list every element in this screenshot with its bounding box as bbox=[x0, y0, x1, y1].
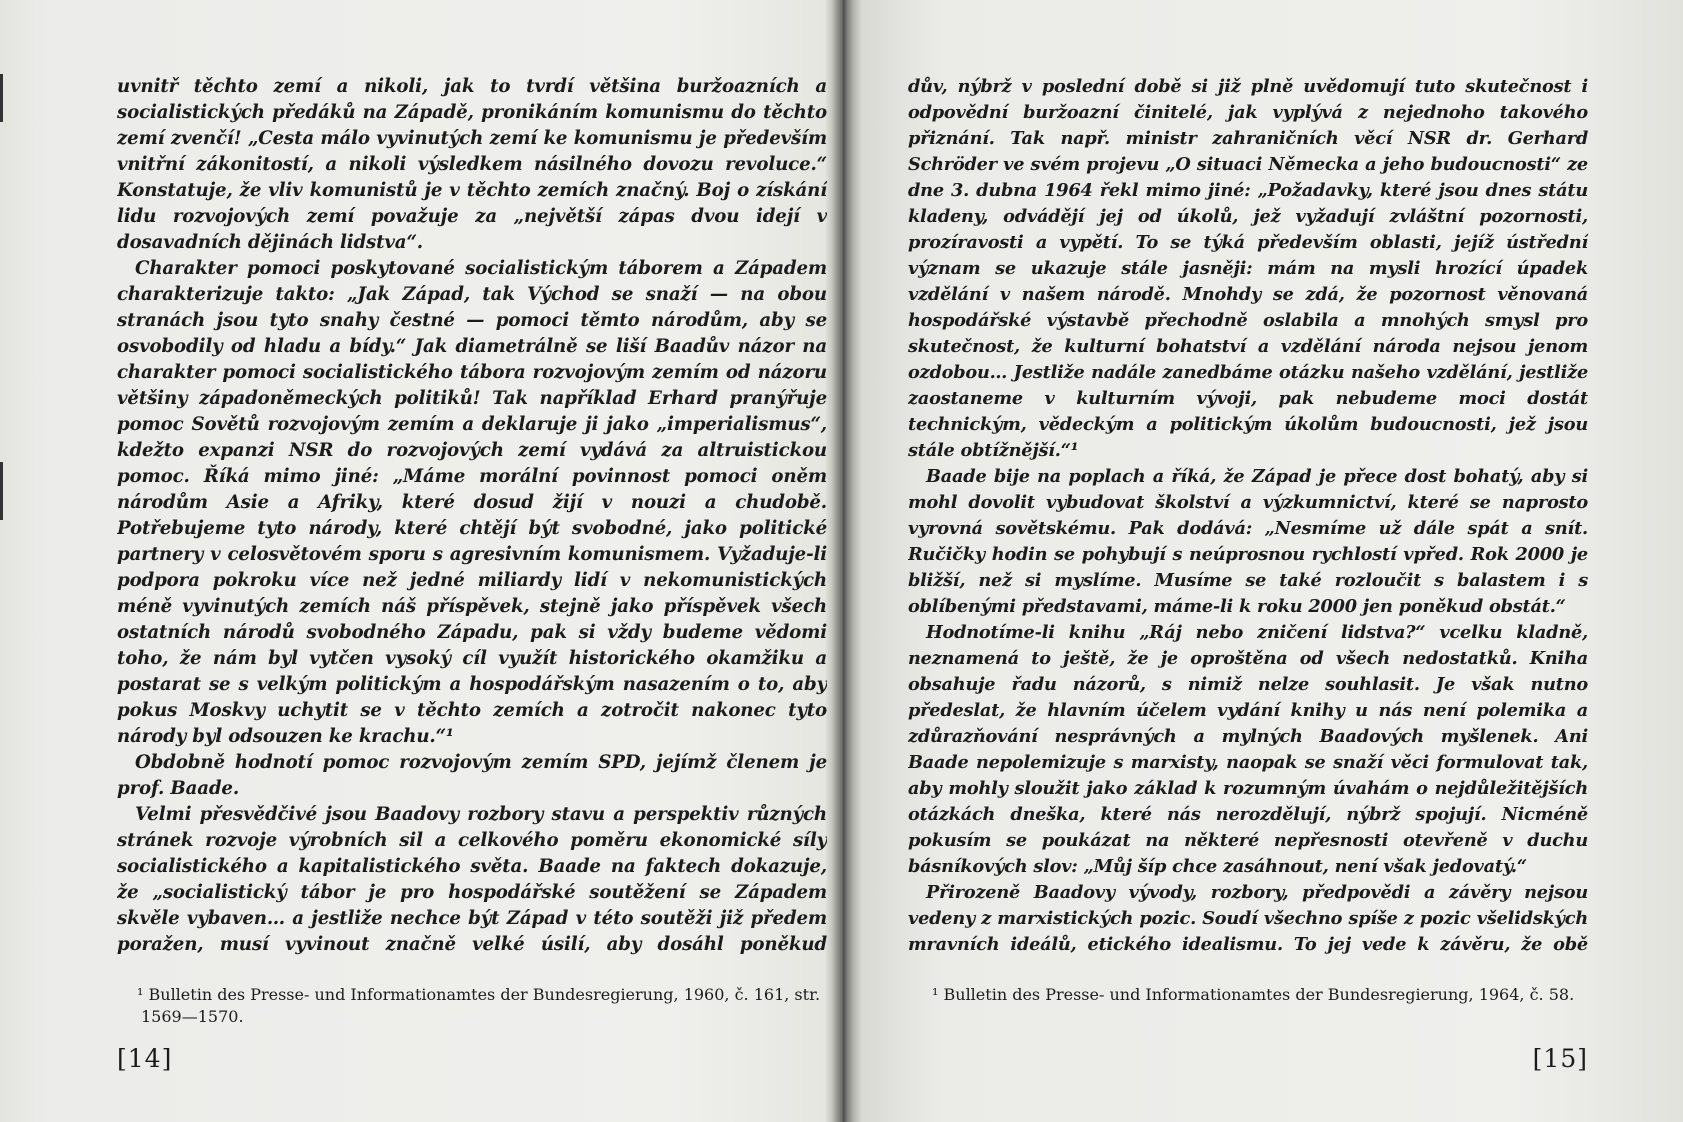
paragraph: Baade bije na poplach a říká, že Západ je přece dost bohatý, aby si mohl dovolit vybudovat školství a výzkumnictví, které se naprosto vyrovná sovětskému. Pak dodává: „Nesmíme už dále spát a snít. Ručičky hodin se pohybují s neúprosnou rychlostí vpřed. Rok 2000 je bližší, než si myslíme. Musíme se také rozloučit s balastem i s oblíbenými představami, máme-li k roku 2000 jen poněkud obstát.“ bbox=[908, 466, 1588, 617]
paragraph: Velmi přesvědčivé jsou Baadovy rozbory stavu a perspektiv různých stránek rozvoje výrobních sil a celkového poměru ekonomické síly socialistického a kapitalistického světa. Baade na faktech dokazuje, že „socialistický tábor je pro hospodářské soutěžení se Západem skvěle vybaven… a jestliže nechce být Západ v této soutěži již předem poražen, musí vyvinout značně velké úsilí, aby dosáhl poněkud bbox=[117, 804, 827, 955]
page-number: [14] bbox=[117, 1044, 173, 1073]
paragraph: dův, nýbrž v poslední době si již plně uvědomují tuto skutečnost i odpovědní buržoazní činitelé, jak vyplývá z nejednoho takového přiznání. Tak např. ministr zahraničních věcí NSR dr. Gerhard Schröder ve svém projevu „O situaci Německa a jeho budoucnosti“ ze dne 3. dubna 1964 řekl mimo jiné: „Požadavky, které jsou dnes státu kladeny, odvádějí jej od úkolů, jež vyžadují zvláštní pozornosti, prozíravosti a vypětí. To se týká především oblasti, jejíž ústřední význam se ukazuje stále jasněji: mám na mysli hrozící úpadek vzdělání v našem národě. Mnohdy se zdá, že pozornost věnovaná hospodářské výstavbě přechodně oslabila a mnohých smysl pro skutečnost, že kulturní bohatství a vzdělání národa nejsou jenom ozdobou… Jestliže nadále zanedbáme otázku našeho vzdělání, jestliže zaostaneme v kulturním vývoji, pak nebudeme moci dostát technickým, vědeckým a politickým úkolům budoucnosti, jež jsou stále obtížnější.“¹ bbox=[908, 76, 1588, 461]
page-edge-mark bbox=[0, 74, 3, 122]
left-page-body bbox=[117, 74, 827, 959]
footnote: ¹ Bulletin des Presse- und Informationamtes der Bundesregierung, 1964, č. 58. bbox=[932, 985, 1575, 1004]
right-page-body bbox=[908, 74, 1588, 959]
footnote: ¹ Bulletin des Presse- und Informationamtes der Bundesregierung, 1960, č. 161, str. 1569—1570. bbox=[137, 985, 821, 1026]
page-edge-mark bbox=[0, 462, 3, 520]
paragraph: uvnitř těchto zemí a nikoli, jak to tvrdí většina buržoazních a socialistických předáků na Západě, pronikáním komunismu do těchto zemí zvenčí! „Cesta málo vyvinutých zemí ke komunismu je především vnitřní zákonitostí, a nikoli výsledkem násilného dovozu revoluce.“ Konstatuje, že vliv komunistů je v těchto zemích značný. Boj o získání lidu rozvojových zemí považuje za „největší zápas dvou idejí v dosavadních dějinách lidstva“. bbox=[117, 76, 827, 253]
left-page bbox=[117, 74, 827, 1073]
right-page bbox=[908, 74, 1588, 1073]
page-number: [15] bbox=[1532, 1044, 1588, 1073]
paragraph: Charakter pomoci poskytované socialistickým táborem a Západem charakterizuje takto: „Jak Západ, tak Východ se snaží — na obou stranách jsou tyto snahy čestné — pomoci těmto národům, aby se osvobodily od hladu a bídy.“ Jak diametrálně se liší Baadův názor na charakter pomoci socialistického tábora rozvojovým zemím od názoru většiny západoněmeckých politiků! Tak například Erhard pranýřuje pomoc Sovětů rozvojovým zemím a deklaruje ji jako „imperialismus“, kdežto expanzi NSR do rozvojových zemí vydává za altruistickou pomoc. Říká mimo jiné: „Máme morální povinnost pomoci oněm národům Asie a Afriky, které dosud žijí v nouzi a chudobě. Potřebujeme tyto národy, které chtějí být svobodné, jako politické partnery v celosvětovém sporu s agresivním komunismem. Vyžaduje-li podpora pokroku více než jedné miliardy lidí v nekomunistických méně vyvinutých zemích náš příspěvek, stejně jako příspěvek všech ostatních národů svobodného Západu, pak si vždy budeme vědomi toho, že nám byl vytčen vysoký cíl využít historického okamžiku a postarat se s velkým politickým a hospodářským nasazením o to, aby pokus Moskvy uchytit se v těchto zemích a zotročit nakonec tyto národy byl odsouzen ke krachu.“¹ bbox=[117, 258, 827, 747]
paragraph: Hodnotíme-li knihu „Ráj nebo zničení lidstva?“ vcelku kladně, neznamená to ještě, že je oproštěna od všech nedostatků. Kniha obsahuje řadu názorů, s nimiž nelze souhlasit. Je však nutno předeslat, že hlavním účelem vydání knihy u nás není polemika a zdůrazňování nesprávných a mylných Baadových myšlenek. Ani Baade nepolemizuje s marxisty, naopak se snaží věci formulovat tak, aby mohly sloužit jako základ k rozumným úvahám o nejdůležitějších otázkách dneška, které nás nerozdělují, nýbrž spojují. Nicméně pokusím se poukázat na některé nepřesnosti otevřeně v duchu básníkových slov: „Můj šíp chce zasáhnout, není však jedovatý.“ bbox=[908, 622, 1588, 877]
paragraph: Obdobně hodnotí pomoc rozvojovým zemím SPD, jejímž členem je prof. Baade. bbox=[117, 752, 827, 799]
book-spine bbox=[832, 0, 854, 1122]
paragraph: Přirozeně Baadovy vývody, rozbory, předpovědi a závěry nejsou vedeny z marxistických pozic. Soudí všechno spíše z pozic všelidských mravních ideálů, etického idealismu. To jej vede k závěru, že obě bbox=[908, 882, 1588, 955]
